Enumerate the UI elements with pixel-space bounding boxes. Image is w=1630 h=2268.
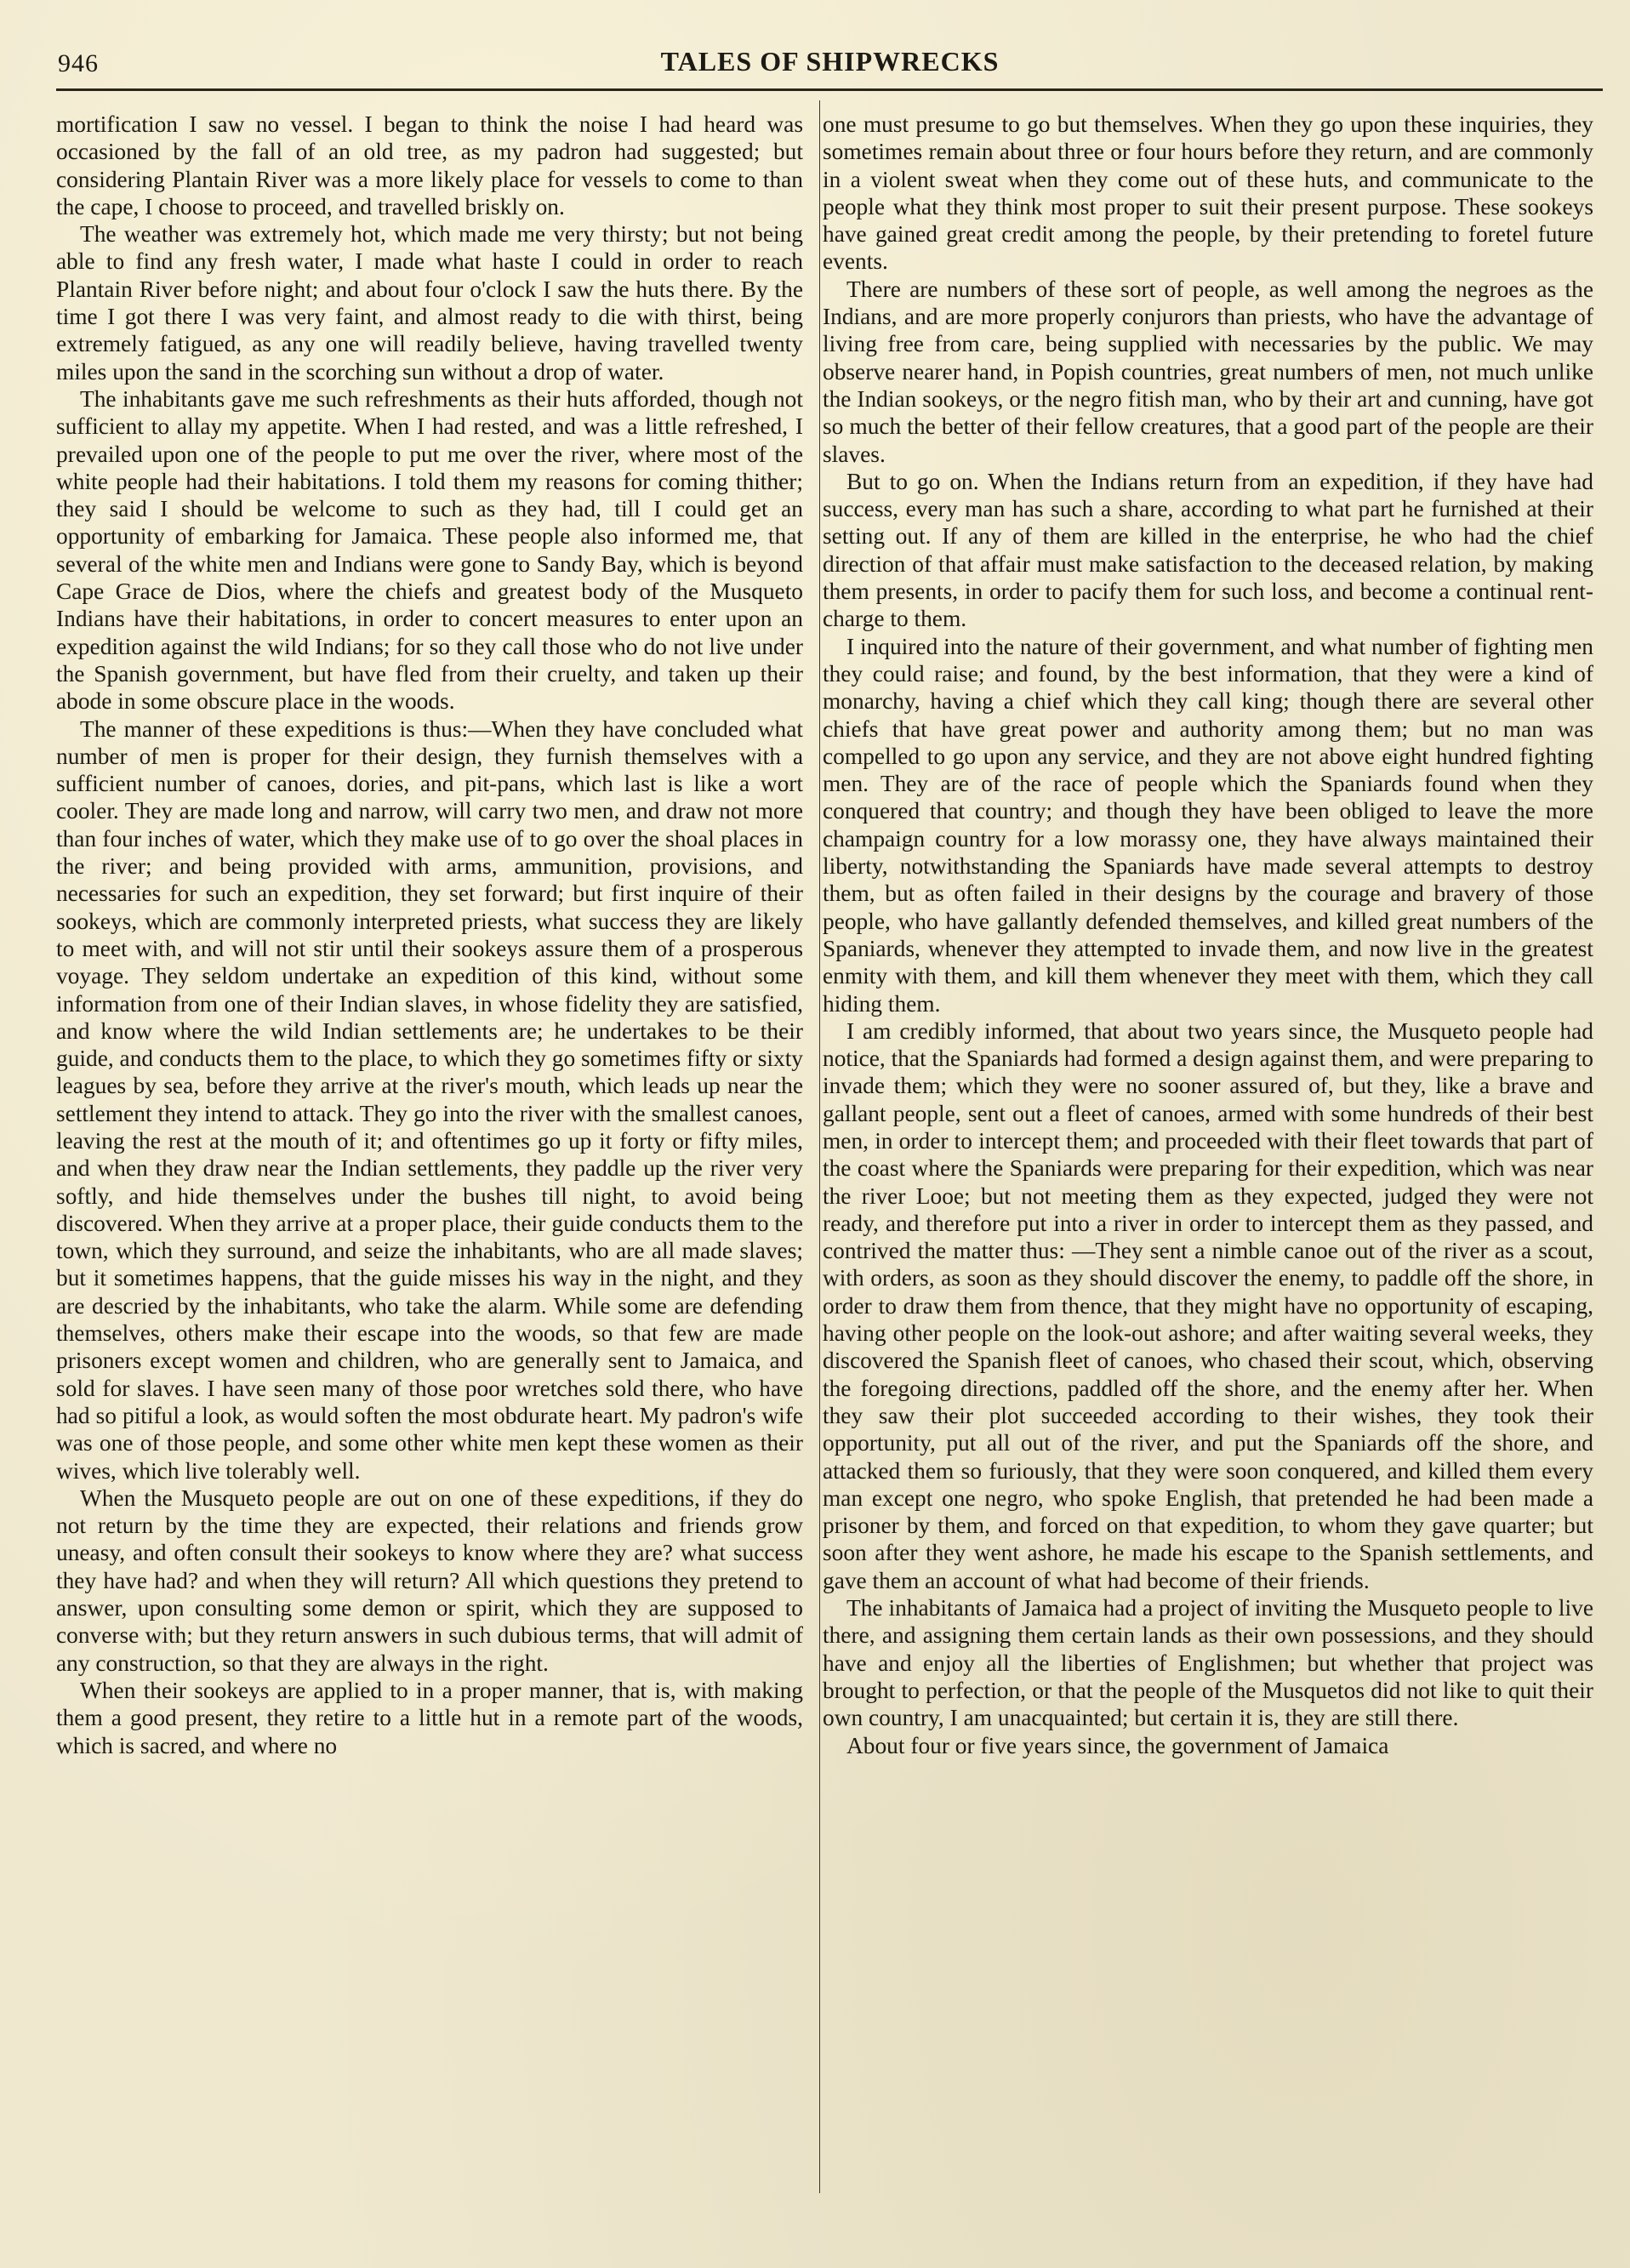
- paragraph: The manner of these expeditions is thus:—When they have concluded what number of men is proper for their design, they furnish themselves with a sufficient number of canoes, dories, and pit-pans, which last is like a wort cooler. They are made long and narrow, will carry two men, and draw not more than four inches of water, which they make use of to go over the shoal places in the river; and being provided with arms, ammunition, provisions, and necessaries for such an expedition, they set forward; but first inquire of their sookeys, which are commonly interpreted priests, what success they are likely to meet with, and will not stir until their sookeys assure them of a prosperous voyage. They seldom undertake an expedition of this kind, without some information from one of their Indian slaves, in whose fidelity they are satisfied, and know where the wild Indian settlements are; he undertakes to be their guide, and conducts them to the place, to which they go sometimes fifty or sixty leagues by sea, before they arrive at the river's mouth, which leads up near the settlement they intend to attack. They go into the river with the smallest canoes, leaving the rest at the mouth of it; and oftentimes go up it forty or fifty miles, and when they draw near the Indian settlements, they paddle up the river very softly, and hide themselves under the bushes till night, to avoid being discovered. When they arrive at a proper place, their guide conducts them to the town, which they surround, and seize the inhabitants, who are all made slaves; but it sometimes happens, that the guide misses his way in the night, and they are descried by the inhabitants, who take the alarm. While some are defending themselves, others make their escape into the woods, so that few are made prisoners except women and children, who are generally sent to Jamaica, and sold for slaves. I have seen many of those poor wretches sold there, who have had so pitiful a look, as would soften the most obdurate heart. My padron's wife was one of those people, and some other white men kept these women as their wives, which live tolerably well.: [56, 715, 803, 1484]
- paragraph: I am credibly informed, that about two years since, the Musqueto people had notice, that the Spaniards had formed a design against them, and were preparing to invade them; which they were no sooner assured of, but they, like a brave and gallant people, sent out a fleet of canoes, armed with some hundreds of their best men, in order to intercept them; and proceeded with their fleet towards that part of the coast where the Spaniards were preparing for their expedition, which was near the river Looe; but not meeting them as they expected, judged they were not ready, and therefore put into a river in order to intercept them as they passed, and contrived the matter thus: —They sent a nimble canoe out of the river as a scout, with orders, as soon as they should discover the enemy, to paddle off the shore, in order to draw them from thence, that they might have no opportunity of escaping, having other people on the look-out ashore; and after waiting several weeks, they discovered the Spanish fleet of canoes, who chased their scout, which, observing the foregoing directions, paddled off the shore, and the enemy after her. When they saw their plot succeeded according to their wishes, they took their opportunity, put all out of the river, and put the Spaniards off the shore, and attacked them so furiously, that they were soon conquered, and killed them every man except one negro, who spoke English, that pretended he had been made a prisoner by them, and forced on that expedition, to whom they gave quarter; but soon after they went ashore, he made his escape to the Spanish settlements, and gave them an account of what had become of their friends.: [823, 1017, 1593, 1593]
- running-title: TALES OF SHIPWRECKS: [660, 46, 1000, 77]
- paragraph: I inquired into the nature of their government, and what number of fighting men they could raise; and found, by the best information, that they were a kind of monarchy, having a chief which they call king; though there are several other chiefs that have great power and authority among them; but no man was compelled to go upon any service, and they are not above eight hundred fighting men. They are of the race of people which the Spaniards found when they conquered that country; and though they have been obliged to leave the more champaign country for a low morassy one, they have always maintained their liberty, notwithstanding the Spaniards have made several attempts to destroy them, but as often failed in their designs by the courage and bravery of those people, who have gallantly defended themselves, and killed great numbers of the Spaniards, whenever they attempted to invade them, and now live in the greatest enmity with them, and kill them whenever they meet with them, which they call hiding them.: [823, 633, 1593, 1017]
- paragraph: The weather was extremely hot, which made me very thirsty; but not being able to find any fresh water, I made what haste I could in order to reach Plantain River before night; and about four o'clock I saw the huts there. By the time I got there I was very faint, and almost ready to die with thirst, being extremely fatigued, as any one will readily believe, having travelled twenty miles upon the sand in the scorching sun without a drop of water.: [56, 221, 803, 385]
- paragraph: When the Musqueto people are out on one of these expeditions, if they do not return by the time they are expected, their relations and friends grow uneasy, and often consult their sookeys to know where they are? what success they have had? and when they will return? All which questions they pretend to answer, upon consulting some demon or spirit, which they are supposed to converse with; but they return answers in such dubious terms, that will admit of any construction, so that they are always in the right.: [56, 1484, 803, 1676]
- paragraph: The inhabitants of Jamaica had a project of inviting the Musqueto people to live there, and assigning them certain lands as their own possessions, and they should have and enjoy all the liberties of Englishmen; but whether that project was brought to perfection, or that the people of the Musquetos did not like to quit their own country, I am unacquainted; but certain it is, they are still there.: [823, 1595, 1593, 1731]
- right-column: [823, 111, 1593, 1759]
- paragraph: When their sookeys are applied to in a proper manner, that is, with making them a good present, they retire to a little hut in a remote part of the woods, which is sacred, and where no: [56, 1677, 803, 1758]
- header-rule: [56, 88, 1603, 91]
- paragraph: There are numbers of these sort of people, as well among the negroes as the Indians, and are more properly conjurors than priests, who have the advantage of living free from care, being supplied with necessaries by the public. We may observe nearer hand, in Popish countries, great numbers of men, not much unlike the Indian sookeys, or the negro fitish man, who by their art and cunning, have got so much the better of their fellow creatures, that a good part of the people are their slaves.: [823, 276, 1593, 467]
- left-column: [56, 111, 803, 1759]
- page-number: 946: [58, 49, 99, 77]
- paragraph: About four or five years since, the government of Jamaica: [846, 1732, 1389, 1758]
- column-divider: [819, 100, 820, 2193]
- paragraph: The inhabitants gave me such refreshments as their huts afforded, though not sufficient to allay my appetite. When I had rested, and was a little refreshed, I prevailed upon one of the people to put me over the river, where most of the white people had their habitations. I told them my reasons for coming thither; they said I should be welcome to such as they had, till I could get an opportunity of embarking for Jamaica. These people also informed me, that several of the white men and Indians were gone to Sandy Bay, which is beyond Cape Grace de Dios, where the chiefs and greatest body of the Musqueto Indians have their habitations, in order to concert measures to enter upon an expedition against the wild Indians; for so they call those who do not live under the Spanish government, but have fled from their cruelty, and taken up their abode in some obscure place in the woods.: [56, 385, 803, 715]
- paragraph: But to go on. When the Indians return from an expedition, if they have had success, every man has such a share, according to what part he furnished at their setting out. If any of them are killed in the enterprise, he who had the chief direction of that affair must make satisfaction to the deceased relation, by making them presents, in order to pacify them for such loss, and become a continual rent-charge to them.: [823, 468, 1593, 632]
- paragraph: mortification I saw no vessel. I began to think the noise I had heard was occasioned by the fall of an old tree, as my padron had suggested; but considering Plantain River was a more likely place for vessels to come to than the cape, I choose to proceed, and travelled briskly on.: [56, 111, 803, 219]
- page-header: [58, 44, 1602, 83]
- paragraph: one must presume to go but themselves. When they go upon these inquiries, they sometimes remain about three or four hours before they return, and are commonly in a violent sweat when they come out of these huts, and communicate to the people what they think most proper to suit their present purpose. These sookeys have gained great credit among the people, by their pretending to foretel future events.: [823, 111, 1593, 275]
